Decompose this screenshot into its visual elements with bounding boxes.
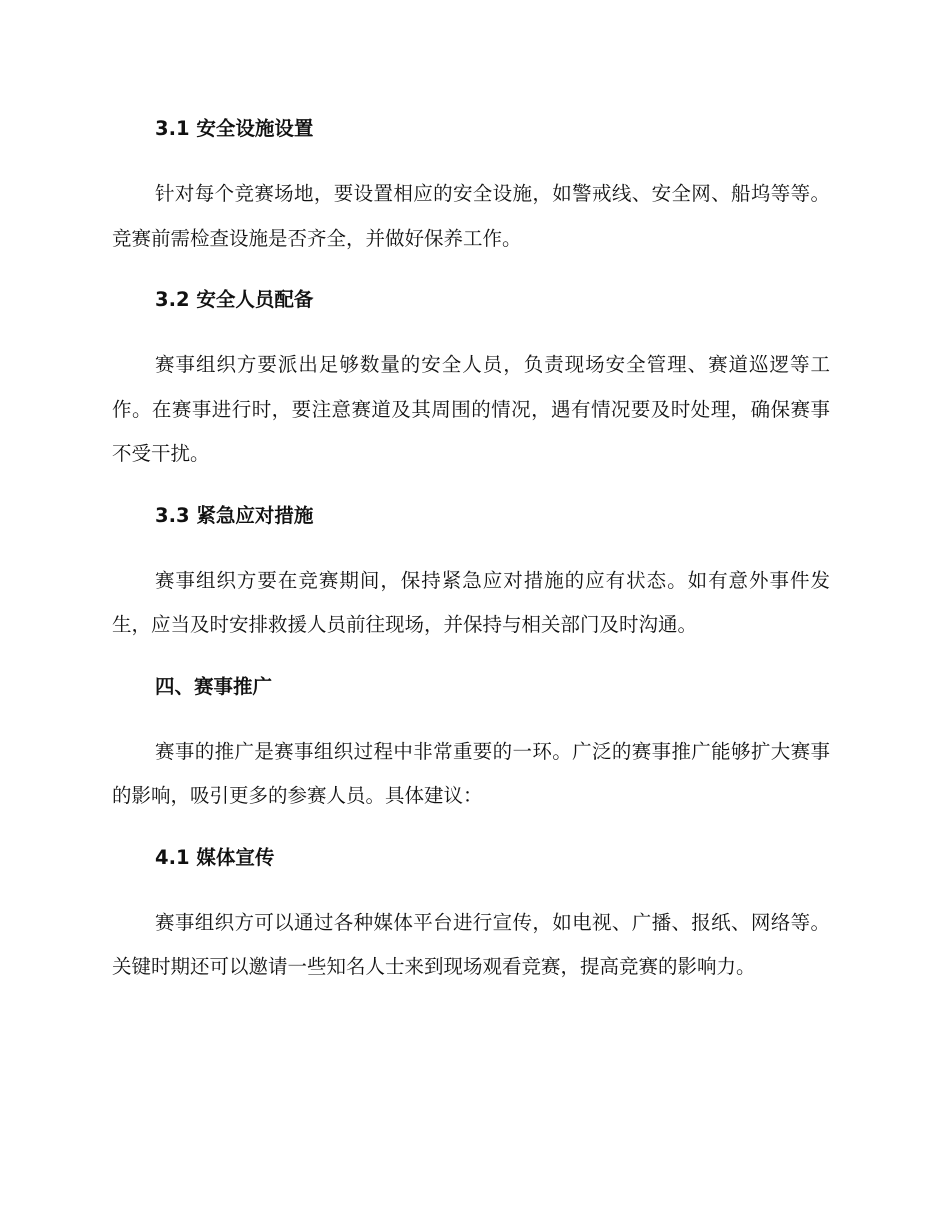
document-content: [112, 112, 830, 990]
section-paragraph-3-2: 赛事组织方要派出足够数量的安全人员，负责现场安全管理、赛道巡逻等工作。在赛事进行时，要注意赛道及其周围的情况，遇有情况要及时处理，确保赛事不受干扰。: [112, 353, 830, 465]
section-heading-3-3: 3.3 紧急应对措施: [155, 503, 314, 527]
section-paragraph-3-3: 赛事组织方要在竞赛期间，保持紧急应对措施的应有状态。如有意外事件发生，应当及时安排救援人员前往现场，并保持与相关部门及时沟通。: [112, 568, 830, 636]
section-paragraph-4-1: 赛事组织方可以通过各种媒体平台进行宣传，如电视、广播、报纸、网络等。关键时期还可以邀请一些知名人士来到现场观看竞赛，提高竞赛的影响力。: [112, 910, 830, 978]
section-heading-4-1: 4.1 媒体宣传: [155, 845, 275, 869]
section-paragraph-4: 赛事的推广是赛事组织过程中非常重要的一环。广泛的赛事推广能够扩大赛事的影响，吸引更多的参赛人员。具体建议：: [112, 739, 830, 807]
section-paragraph-3-1: 针对每个竞赛场地，要设置相应的安全设施，如警戒线、安全网、船坞等等。竞赛前需检查设施是否齐全，并做好保养工作。: [112, 182, 830, 250]
section-heading-3-1: 3.1 安全设施设置: [155, 117, 314, 140]
section-heading-4: 四、赛事推广: [155, 674, 273, 698]
section-heading-3-2: 3.2 安全人员配备: [155, 288, 314, 311]
